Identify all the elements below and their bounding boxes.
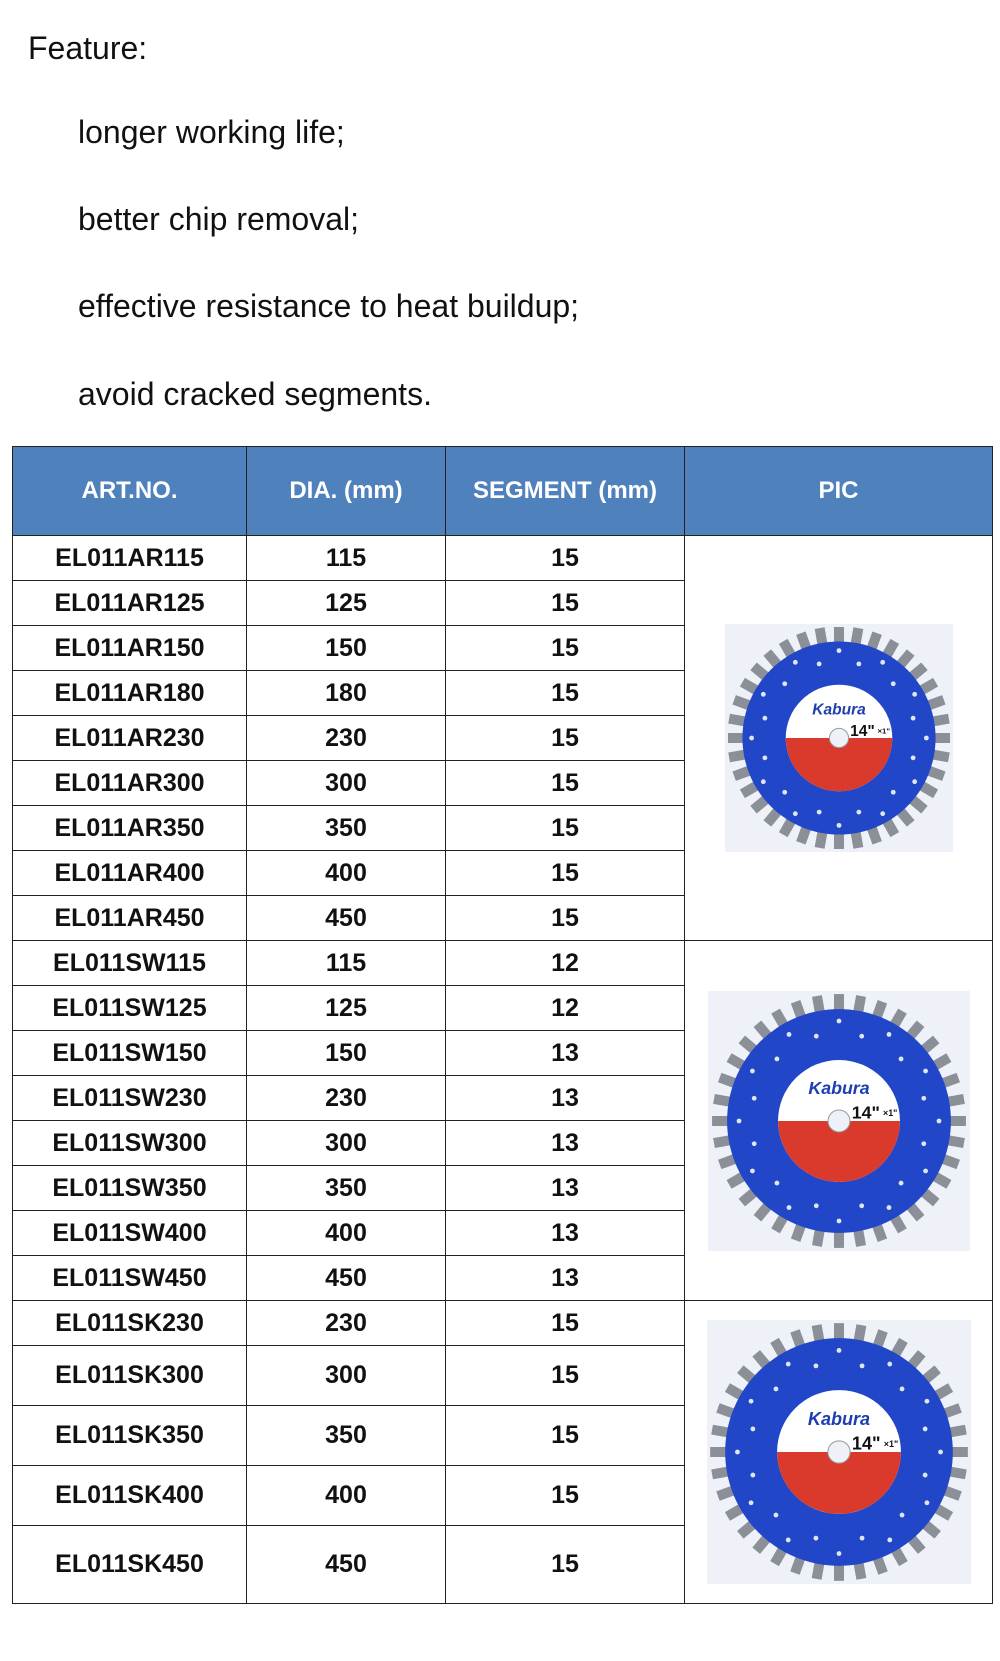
cell-art-no: EL011SK300: [13, 1346, 247, 1406]
cell-dia: 400: [247, 1211, 446, 1256]
cell-dia: 150: [247, 626, 446, 671]
cell-segment: 15: [446, 1406, 685, 1466]
cell-dia: 115: [247, 536, 446, 581]
cell-segment: 15: [446, 896, 685, 941]
cell-segment: 13: [446, 1166, 685, 1211]
cell-segment: 13: [446, 1031, 685, 1076]
disc-arbor-label: ×1": [883, 1439, 898, 1450]
cell-art-no: EL011SW450: [13, 1256, 247, 1301]
cell-art-no: EL011AR450: [13, 896, 247, 941]
diamond-blade-image: [725, 624, 953, 852]
cell-segment: 15: [446, 1346, 685, 1406]
cell-segment: 15: [446, 626, 685, 671]
cell-segment: 13: [446, 1076, 685, 1121]
cell-art-no: EL011SW230: [13, 1076, 247, 1121]
cell-art-no: EL011AR125: [13, 581, 247, 626]
cell-dia: 230: [247, 1076, 446, 1121]
table-row: [13, 536, 993, 581]
cell-dia: 115: [247, 941, 446, 986]
cell-dia: 300: [247, 1121, 446, 1166]
disc-arbor-label: ×1": [882, 1107, 897, 1118]
cell-segment: 12: [446, 941, 685, 986]
cell-segment: 15: [446, 806, 685, 851]
cell-art-no: EL011SK230: [13, 1301, 247, 1346]
cell-art-no: EL011SW400: [13, 1211, 247, 1256]
product-picture-cell: [685, 941, 993, 1301]
cell-dia: 450: [247, 896, 446, 941]
cell-dia: 350: [247, 806, 446, 851]
disc-brand-label: Kabura: [807, 1408, 870, 1429]
cell-art-no: EL011SW125: [13, 986, 247, 1031]
header-pic: PIC: [685, 447, 993, 536]
cell-segment: 12: [446, 986, 685, 1031]
disc-brand-label: Kabura: [811, 701, 866, 719]
cell-art-no: EL011AR350: [13, 806, 247, 851]
header-dia: DIA. (mm): [247, 447, 446, 536]
spec-table: [12, 446, 993, 1604]
cell-dia: 400: [247, 1466, 446, 1526]
cell-art-no: EL011AR230: [13, 716, 247, 761]
cell-art-no: EL011SK350: [13, 1406, 247, 1466]
cell-segment: 13: [446, 1211, 685, 1256]
cell-segment: 15: [446, 851, 685, 896]
cell-art-no: EL011AR115: [13, 536, 247, 581]
cell-art-no: EL011SW300: [13, 1121, 247, 1166]
feature-item: better chip removal;: [78, 201, 360, 237]
cell-segment: 15: [446, 1526, 685, 1604]
cell-segment: 15: [446, 761, 685, 806]
cell-art-no: EL011SW350: [13, 1166, 247, 1211]
table-row: [13, 1301, 993, 1346]
disc-arbor-label: ×1": [876, 726, 890, 736]
disc-size-label: 14": [851, 1102, 880, 1123]
disc-size-label: 14": [851, 1433, 881, 1454]
cell-art-no: EL011AR150: [13, 626, 247, 671]
cell-segment: 13: [446, 1256, 685, 1301]
product-picture-cell: [685, 536, 993, 941]
product-picture-cell: [685, 1301, 993, 1604]
cell-art-no: EL011AR180: [13, 671, 247, 716]
feature-item: avoid cracked segments.: [78, 376, 432, 412]
cell-segment: 15: [446, 671, 685, 716]
header-row: [13, 447, 993, 536]
cell-art-no: EL011SW150: [13, 1031, 247, 1076]
cell-dia: 180: [247, 671, 446, 716]
cell-segment: 15: [446, 716, 685, 761]
cell-dia: 450: [247, 1526, 446, 1604]
cell-art-no: EL011AR400: [13, 851, 247, 896]
cell-dia: 350: [247, 1166, 446, 1211]
cell-dia: 230: [247, 716, 446, 761]
cell-art-no: EL011AR300: [13, 761, 247, 806]
feature-title: Feature:: [28, 30, 148, 66]
cell-segment: 15: [446, 536, 685, 581]
feature-item: longer working life;: [78, 114, 345, 150]
cell-segment: 15: [446, 581, 685, 626]
cell-dia: 300: [247, 1346, 446, 1406]
header-segment: SEGMENT (mm): [446, 447, 685, 536]
cell-dia: 300: [247, 761, 446, 806]
disc-size-label: 14": [849, 722, 875, 740]
cell-dia: 125: [247, 581, 446, 626]
cell-dia: 230: [247, 1301, 446, 1346]
cell-dia: 400: [247, 851, 446, 896]
feature-item: effective resistance to heat buildup;: [78, 288, 580, 324]
diamond-blade-image: [708, 991, 970, 1251]
cell-art-no: EL011SW115: [13, 941, 247, 986]
diamond-blade-image: [707, 1320, 971, 1584]
cell-dia: 125: [247, 986, 446, 1031]
table-body: [13, 536, 993, 1604]
cell-art-no: EL011SK400: [13, 1466, 247, 1526]
cell-dia: 450: [247, 1256, 446, 1301]
cell-art-no: EL011SK450: [13, 1526, 247, 1604]
cell-segment: 15: [446, 1466, 685, 1526]
cell-segment: 13: [446, 1121, 685, 1166]
disc-brand-label: Kabura: [807, 1077, 870, 1098]
header-art-no: ART.NO.: [13, 447, 247, 536]
cell-dia: 150: [247, 1031, 446, 1076]
table-row: [13, 941, 993, 986]
cell-dia: 350: [247, 1406, 446, 1466]
cell-segment: 15: [446, 1301, 685, 1346]
